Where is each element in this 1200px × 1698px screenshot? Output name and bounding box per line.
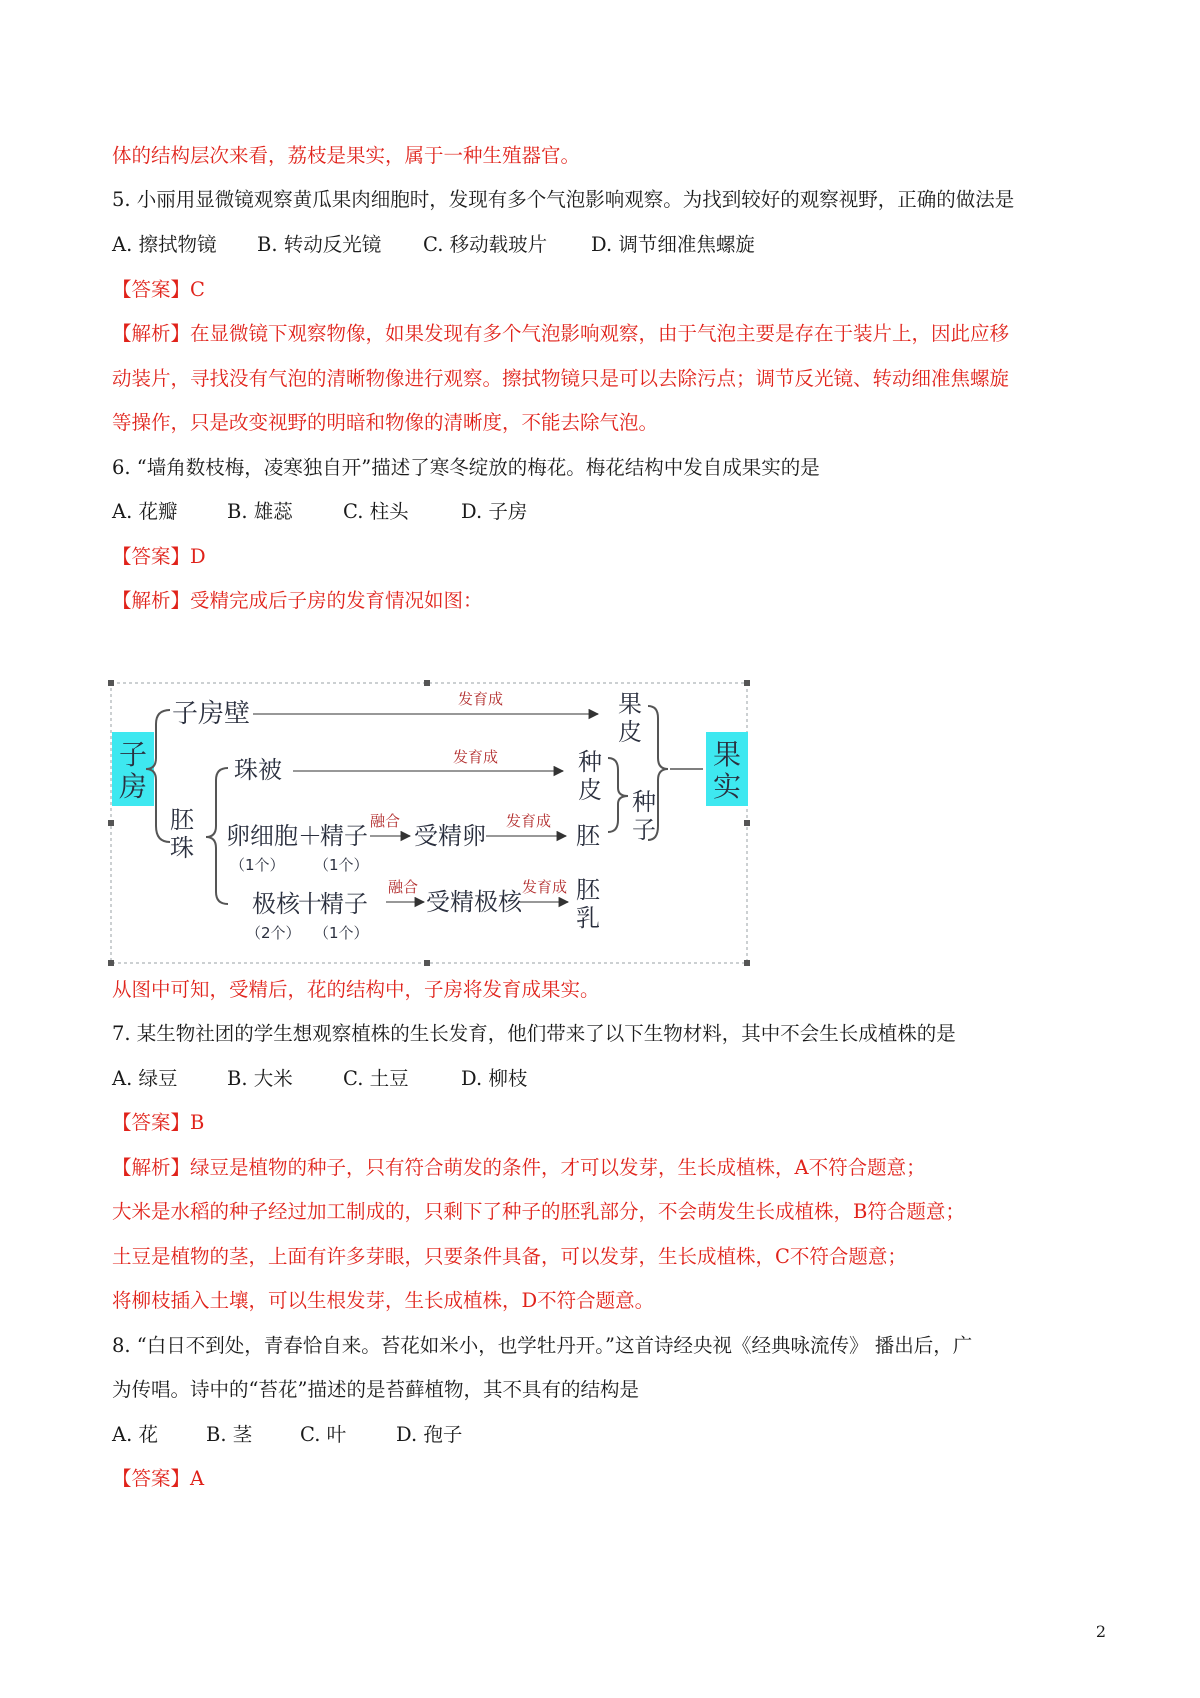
option-c: C. 土豆 xyxy=(343,1067,409,1090)
option-d: D. 孢子 xyxy=(396,1423,463,1446)
seed-brace xyxy=(608,758,628,832)
ovary-label-2: 房 xyxy=(118,770,148,803)
answer-5 xyxy=(112,276,205,304)
answer-value: D xyxy=(190,545,206,568)
count-sperm-2: （1个） xyxy=(314,924,369,942)
question-7: 7. 某生物社团的学生想观察植株的生长发育，他们带来了以下生物材料，其中不会生长成植株的是 xyxy=(112,1022,956,1045)
answer-label: 【答案】 xyxy=(112,545,191,568)
analysis-5-line-1 xyxy=(112,320,1009,348)
seed-1: 种 xyxy=(632,788,656,816)
answer-8 xyxy=(112,1465,204,1493)
answer-7 xyxy=(112,1109,204,1137)
option-a: A. 花瓣 xyxy=(112,500,178,523)
analysis-5-line-2: 动装片，寻找没有气泡的清晰物像进行观察。擦拭物镜只是可以去除污点；调节反光镜、转动细准焦螺旋 xyxy=(112,367,1010,390)
fuse-label-1: 融合 xyxy=(370,812,401,830)
develop-label-2: 发育成 xyxy=(453,748,499,766)
answer-6 xyxy=(112,543,206,571)
egg-cell: 卵细胞 xyxy=(226,822,298,850)
sperm-1: 精子 xyxy=(320,822,368,850)
option-b: B. 茎 xyxy=(206,1423,253,1446)
option-b: B. 转动反光镜 xyxy=(257,233,382,256)
pericarp-2: 皮 xyxy=(618,718,642,746)
paragraph-line: 体的结构层次来看，荔枝是果实，属于一种生殖器官。 xyxy=(112,144,581,167)
develop-label-3: 发育成 xyxy=(506,812,552,830)
analysis-label: 【解析】 xyxy=(112,322,191,345)
fruit-label-2: 实 xyxy=(712,770,742,803)
answer-value: A xyxy=(190,1467,205,1490)
page-number: 2 xyxy=(1095,1622,1106,1641)
paragraph-line: 从图中可知，受精后，花的结构中，子房将发育成果实。 xyxy=(112,978,600,1001)
option-a: A. 擦拭物镜 xyxy=(112,233,217,256)
ovule-1: 胚 xyxy=(170,806,194,834)
option-d: D. 子房 xyxy=(461,500,528,523)
count-polar: （2个） xyxy=(246,924,301,942)
question-8-line-2: 为传唱。诗中的“苔花”描述的是苔藓植物，其不具有的结构是 xyxy=(112,1378,639,1401)
option-c: C. 柱头 xyxy=(343,500,409,523)
analysis-text: 绿豆是植物的种子，只有符合萌发的条件，才可以发芽，生长成植株，A不符合题意； xyxy=(190,1156,926,1179)
fruit-label-1: 果 xyxy=(712,738,742,771)
analysis-text: 在显微镜下观察物像，如果发现有多个气泡影响观察，由于气泡主要是存在于装片上，因此应移 xyxy=(190,322,1010,345)
count-egg: （1个） xyxy=(230,856,285,874)
option-d: D. 柳枝 xyxy=(461,1067,528,1090)
question-7-options xyxy=(112,1065,527,1093)
endosperm-1: 胚 xyxy=(576,876,600,904)
ovary-wall: 子房壁 xyxy=(172,699,251,729)
count-sperm-1: （1个） xyxy=(314,856,369,874)
analysis-7-line-2: 大米是水稻的种子经过加工制成的，只剩下了种子的胚乳部分，不会萌发生长成植株，B符合题意； xyxy=(112,1200,965,1223)
fertilized-polar: 受精极核 xyxy=(426,888,522,916)
answer-label: 【答案】 xyxy=(112,278,191,301)
fertilized-egg: 受精卵 xyxy=(414,822,486,850)
question-5-options xyxy=(112,231,755,259)
analysis-text: 受精完成后子房的发育情况如图： xyxy=(190,589,483,612)
option-c: C. 移动载玻片 xyxy=(423,233,548,256)
question-8-options xyxy=(112,1421,462,1449)
question-6-options xyxy=(112,498,527,526)
answer-value: C xyxy=(190,278,205,301)
develop-label-4: 发育成 xyxy=(522,878,568,896)
question-8-line-1: 8. “白日不到处，青春恰自来。苔花如米小，也学牡丹开。”这首诗经央视《经典咏流传》 播出后，广 xyxy=(112,1334,973,1357)
seed-2: 子 xyxy=(632,816,656,844)
integument: 珠被 xyxy=(234,756,282,784)
polar-nuclei: 极核 xyxy=(252,890,300,918)
ovary-development-diagram xyxy=(108,680,750,966)
develop-label-1: 发育成 xyxy=(458,690,504,708)
answer-label: 【答案】 xyxy=(112,1111,191,1134)
answer-label: 【答案】 xyxy=(112,1467,191,1490)
analysis-7-line-3: 土豆是植物的茎，上面有许多芽眼，只要条件具备，可以发芽，生长成植株，C不符合题意； xyxy=(112,1245,907,1268)
analysis-7-line-4: 将柳枝插入土壤，可以生根发芽，生长成植株，D不符合题意。 xyxy=(112,1289,655,1312)
seed-coat-1: 种 xyxy=(578,748,602,776)
plus-sign-1: ＋ xyxy=(298,822,322,850)
plus-sign-2: 十 xyxy=(298,890,322,918)
option-b: B. 雄蕊 xyxy=(227,500,293,523)
endosperm-2: 乳 xyxy=(576,904,600,932)
question-5: 5. 小丽用显微镜观察黄瓜果肉细胞时，发现有多个气泡影响观察。为找到较好的观察视野，正确的做法是 xyxy=(112,188,1015,211)
embryo: 胚 xyxy=(576,822,600,850)
analysis-5-line-3: 等操作，只是改变视野的明暗和物像的清晰度，不能去除气泡。 xyxy=(112,411,659,434)
seed-coat-2: 皮 xyxy=(578,776,602,804)
ovule-brace xyxy=(206,768,228,904)
analysis-label: 【解析】 xyxy=(112,589,191,612)
option-c: C. 叶 xyxy=(300,1423,347,1446)
pericarp-1: 果 xyxy=(618,690,642,718)
option-a: A. 绿豆 xyxy=(112,1067,178,1090)
analysis-6-line-1 xyxy=(112,587,483,615)
analysis-7-line-1 xyxy=(112,1154,926,1182)
ovary-label-1: 子 xyxy=(118,738,148,771)
question-6: 6. “墙角数枝梅，凌寒独自开”描述了寒冬绽放的梅花。梅花结构中发自成果实的是 xyxy=(112,456,820,479)
ovule-2: 珠 xyxy=(170,834,194,862)
analysis-label: 【解析】 xyxy=(112,1156,191,1179)
fuse-label-2: 融合 xyxy=(388,878,419,896)
option-a: A. 花 xyxy=(112,1423,158,1446)
sperm-2: 精子 xyxy=(320,890,368,918)
answer-value: B xyxy=(190,1111,205,1134)
option-b: B. 大米 xyxy=(227,1067,293,1090)
option-d: D. 调节细准焦螺旋 xyxy=(591,233,755,256)
